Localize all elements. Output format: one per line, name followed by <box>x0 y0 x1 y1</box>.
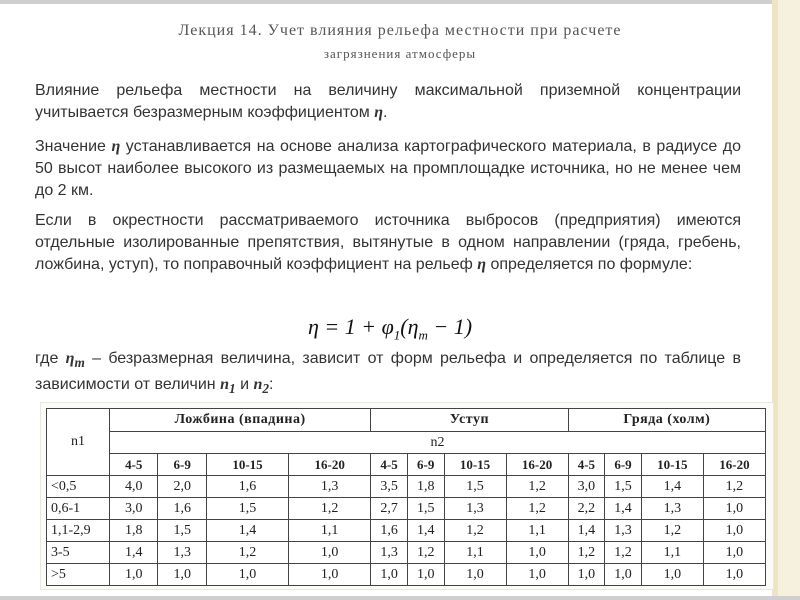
range-header: 10-15 <box>444 454 506 476</box>
table-cell: 2,0 <box>158 476 206 498</box>
table-cell: 1,3 <box>641 498 703 520</box>
table-cell: 3,0 <box>110 498 158 520</box>
top-rule <box>0 0 800 4</box>
table-cell: 1,4 <box>407 520 444 542</box>
table-cell: 1,0 <box>444 564 506 586</box>
table-cell: 1,5 <box>444 476 506 498</box>
formula-mid: (η <box>400 314 419 339</box>
formula-phi-sub: 1 <box>393 327 401 343</box>
formula-rhs: − 1) <box>427 314 473 339</box>
row-label: <0,5 <box>47 476 110 498</box>
table-cell: 1,2 <box>206 542 288 564</box>
table-row <box>47 564 766 586</box>
paragraph-obstacles <box>35 210 741 276</box>
row-label: 1,1-2,9 <box>47 520 110 542</box>
table-row <box>47 498 766 520</box>
table-cell: 1,0 <box>703 564 765 586</box>
table-cell: 1,3 <box>289 476 371 498</box>
row-label: 3-5 <box>47 542 110 564</box>
group-header-ridge: Гряда (холм) <box>568 409 765 432</box>
table-cell: 3,0 <box>568 476 605 498</box>
table-cell: 1,6 <box>206 476 288 498</box>
table-cell: 1,0 <box>605 564 642 586</box>
table-cell: 1,0 <box>110 564 158 586</box>
p2-text: устанавливается на основе анализа картографического материала, в радиусе до 50 высот наиболее высокого из размещаемых на промплощадке источника, но не менее чем до 2 км. <box>35 138 741 199</box>
table-cell: 1,1 <box>506 520 568 542</box>
table-cell: 1,0 <box>407 564 444 586</box>
paragraph-eta-m-definition <box>35 348 741 400</box>
table-cell: 1,1 <box>641 542 703 564</box>
table-cell: 1,3 <box>605 520 642 542</box>
right-side-bar <box>772 0 800 600</box>
table-cell: 1,2 <box>506 498 568 520</box>
table-cell: 1,4 <box>110 542 158 564</box>
lecture-title: Лекция 14. Учет влияния рельефа местности при расчете <box>178 22 622 39</box>
table-cell: 1,5 <box>605 476 642 498</box>
table-cell: 1,8 <box>407 476 444 498</box>
range-header: 10-15 <box>206 454 288 476</box>
bottom-rule <box>0 596 800 600</box>
table-cell: 1,2 <box>605 542 642 564</box>
table-cell: 1,2 <box>444 520 506 542</box>
table-cell: 1,0 <box>371 564 408 586</box>
table-row <box>47 476 766 498</box>
group-header-hollow: Ложбина (впадина) <box>110 409 371 432</box>
range-header: 16-20 <box>289 454 371 476</box>
n2-header: n2 <box>110 432 766 454</box>
eta-symbol: η <box>111 138 121 155</box>
group-header-ledge: Уступ <box>371 409 568 432</box>
formula-lhs: η = 1 + φ <box>308 314 394 339</box>
table-cell: 1,5 <box>158 520 206 542</box>
table-cell: 1,5 <box>206 498 288 520</box>
range-header: 16-20 <box>506 454 568 476</box>
n1-symbol: $n_1$ <box>220 376 236 397</box>
table-cell: 1,4 <box>206 520 288 542</box>
table-cell: 1,2 <box>407 542 444 564</box>
p1-end: . <box>382 104 388 121</box>
paragraph-relief-influence <box>35 80 741 124</box>
table-cell: 1,2 <box>641 520 703 542</box>
table-cell: 1,2 <box>506 476 568 498</box>
table-cell: 1,3 <box>371 542 408 564</box>
table-cell: 1,6 <box>158 498 206 520</box>
table-cell: 1,3 <box>444 498 506 520</box>
table-cell: 1,2 <box>703 476 765 498</box>
range-header: 6-9 <box>605 454 642 476</box>
table-cell: 1,1 <box>289 520 371 542</box>
n2-symbol: $n_2$ <box>253 376 270 397</box>
p4-start: где <box>35 350 66 367</box>
table-cell: 1,0 <box>703 498 765 520</box>
table-cell: 1,3 <box>158 542 206 564</box>
range-header: 10-15 <box>641 454 703 476</box>
table-row <box>47 520 766 542</box>
table-cell: 1,0 <box>206 564 288 586</box>
p1-text: Влияние рельефа местности на величину максимальной приземной концентрации учитывается безразмерным коэффициентом <box>35 82 741 121</box>
p4-and: и <box>235 376 254 394</box>
row-label: >5 <box>47 564 110 586</box>
table-cell: 1,0 <box>568 564 605 586</box>
range-header: 4-5 <box>110 454 158 476</box>
table-cell: 1,6 <box>371 520 408 542</box>
table-cell: 1,5 <box>407 498 444 520</box>
eta-symbol: η <box>374 104 383 121</box>
table-cell: 1,0 <box>703 520 765 542</box>
p3-end: определяется по формуле: <box>486 256 693 273</box>
range-header-row <box>47 454 766 476</box>
formula-eta-sub: m <box>418 327 428 343</box>
table-cell: 1,1 <box>444 542 506 564</box>
eta-symbol: η <box>477 256 487 273</box>
range-header: 6-9 <box>407 454 444 476</box>
p3-text: Если в окрестности рассматриваемого источника выбросов (предприятия) имеются отдельные изолированные препятствия, вытянутые в одном направлении (гряда, гребень, ложбина, уступ), то поправочный коэффициент на рельеф <box>35 212 741 273</box>
table-cell: 1,4 <box>641 476 703 498</box>
table-cell: 1,0 <box>641 564 703 586</box>
paragraph-eta-value <box>35 136 741 202</box>
table-cell: 4,0 <box>110 476 158 498</box>
p4-text: – безразмерная величина, зависит от форм рельефа и определяется по таблице в зависимости от величин <box>35 350 741 394</box>
table-cell: 1,8 <box>110 520 158 542</box>
table-cell: 2,2 <box>568 498 605 520</box>
table-cell: 1,0 <box>158 564 206 586</box>
table-cell: 1,0 <box>506 564 568 586</box>
table-cell: 1,0 <box>703 542 765 564</box>
table-cell: 1,0 <box>289 542 371 564</box>
relief-formula <box>308 314 472 343</box>
table-cell: 3,5 <box>371 476 408 498</box>
table-cell: 1,0 <box>289 564 371 586</box>
range-header: 4-5 <box>568 454 605 476</box>
table-row <box>47 542 766 564</box>
p4-end: : <box>269 376 274 394</box>
table-cell: 1,0 <box>506 542 568 564</box>
range-header: 4-5 <box>371 454 408 476</box>
eta-m-symbol: $\eta_m$ <box>65 350 85 371</box>
eta-m-table <box>46 408 766 586</box>
table-cell: 1,4 <box>605 498 642 520</box>
table-cell: 1,4 <box>568 520 605 542</box>
range-header: 16-20 <box>703 454 765 476</box>
table-cell: 2,7 <box>371 498 408 520</box>
range-header: 6-9 <box>158 454 206 476</box>
row-label: 0,6-1 <box>47 498 110 520</box>
n1-header: n1 <box>47 409 110 476</box>
lecture-subtitle: загрязнения атмосферы <box>323 46 477 61</box>
table-cell: 1,2 <box>568 542 605 564</box>
p2-start: Значение <box>35 138 112 155</box>
table-cell: 1,2 <box>289 498 371 520</box>
